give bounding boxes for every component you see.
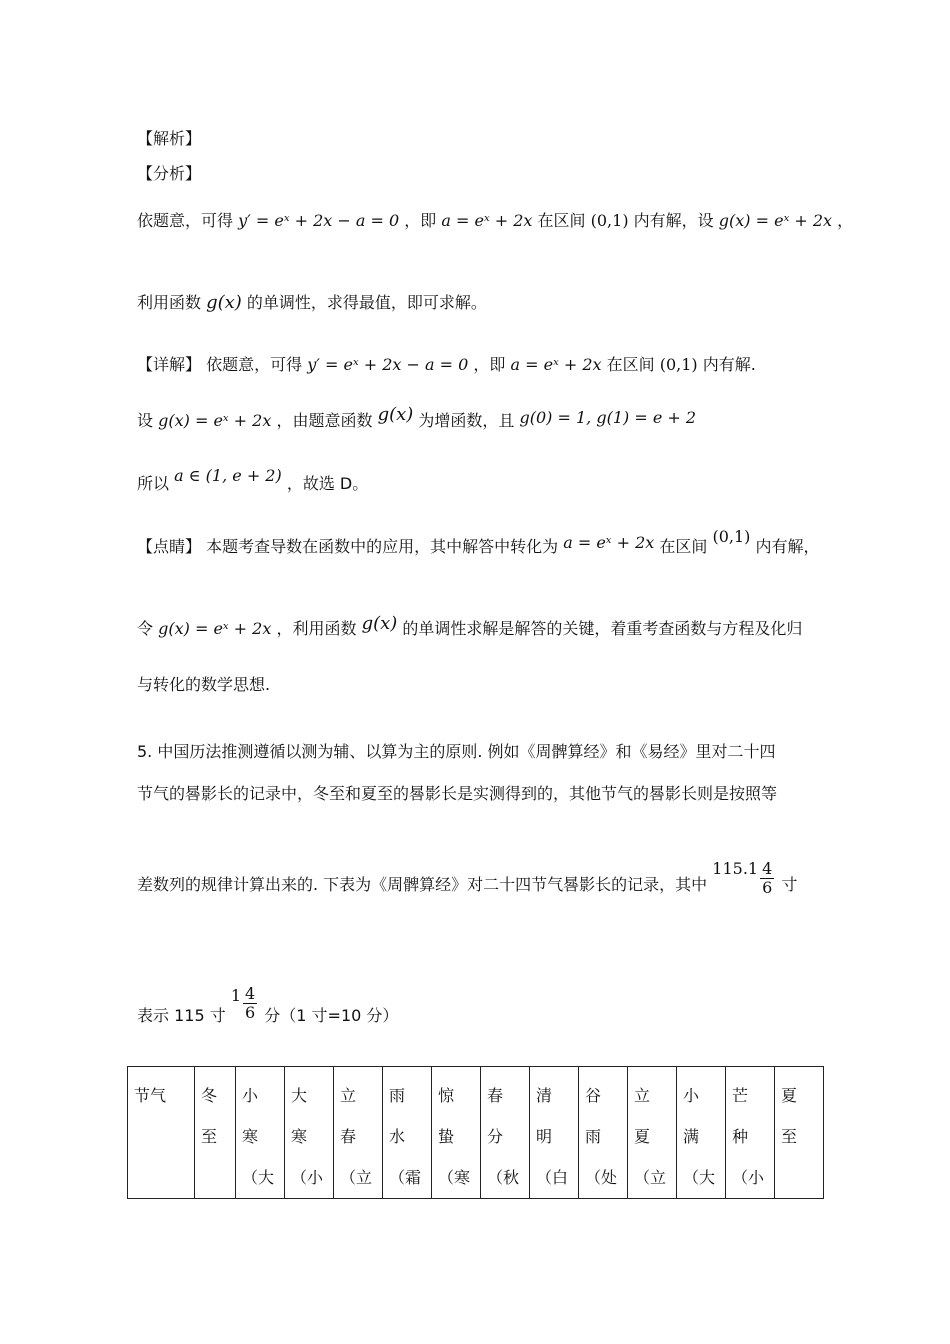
text: 所以 (137, 474, 170, 493)
table-cell (677, 1067, 726, 1199)
cell-char: 寒 (242, 1127, 259, 1146)
cell-char: 寒 (291, 1127, 308, 1146)
text: ，即 (473, 355, 506, 374)
table-cell (579, 1067, 628, 1199)
solar-terms-table (127, 1066, 824, 1199)
cell-char: 立 (340, 1086, 357, 1105)
formula: a = eˣ + 2x (563, 533, 655, 552)
text: ， (837, 211, 854, 230)
dianjing-line-3: 与转化的数学思想. (137, 675, 271, 694)
text: ，故选 D。 (286, 474, 369, 493)
formula: g(x) = eˣ + 2x (718, 211, 833, 230)
cell-char: 分 (487, 1127, 504, 1146)
text: 差数列的规律计算出来的. 下表为《周髀算经》对二十四节气晷影长的记录，其中 (137, 875, 708, 894)
text: 寸 (781, 875, 798, 894)
fraction-numerator: 4 (762, 859, 773, 878)
fraction-numerator: 4 (245, 984, 256, 1003)
cell-char: 春 (340, 1127, 357, 1146)
text: ，由题意函数 (276, 411, 373, 430)
text: 在区间 (537, 211, 586, 230)
table-cell (726, 1067, 775, 1199)
text: 内有解，设 (633, 211, 714, 230)
table-cell (236, 1067, 285, 1199)
formula: y′ = eˣ + 2x − a = 0 (307, 355, 469, 374)
cell-char: （处 (585, 1168, 618, 1187)
text: 令 (137, 619, 154, 638)
table-cell (285, 1067, 334, 1199)
text: ，利用函数 (276, 619, 357, 638)
text: 的单调性求解是解答的关键，着重考查函数与方程及化归 (402, 619, 803, 638)
formula: g(x) (377, 404, 414, 425)
cell-char: 至 (781, 1127, 798, 1146)
fraction (243, 985, 257, 1022)
formula: a = eˣ + 2x (441, 211, 533, 230)
text: 表示 115 寸 (137, 1006, 226, 1025)
fraction-denominator: 6 (762, 878, 773, 897)
cell-char: 满 (683, 1127, 700, 1146)
dianjing-line-2 (137, 613, 803, 640)
text: 本题考查导数在函数中的应用，其中解答中转化为 (206, 537, 559, 556)
text: 依题意，可得 (137, 211, 234, 230)
cell-char: 清 (536, 1086, 553, 1105)
question5-line-2: 节气的晷影长的记录中，冬至和夏至的晷影长是实测得到的，其他节气的晷影长则是按照等 (137, 784, 778, 803)
formula: y′ = eˣ + 2x − a = 0 (238, 211, 400, 230)
cell-char: 冬 (201, 1086, 218, 1105)
formula: g(x) (361, 613, 398, 634)
analysis-heading: 【解析】 (137, 129, 202, 148)
text: 的单调性，求得最值，即可求解。 (246, 293, 487, 312)
formula: (0,1) (659, 355, 698, 374)
fenxi-line-2 (137, 292, 487, 314)
cell-char: （立 (634, 1168, 667, 1187)
question5-line-1: 5. 中国历法推测遵循以测为辅、以算为主的原则. 例如《周髀算经》和《易经》里对二十四 (137, 742, 776, 761)
formula: (0,1) (590, 211, 629, 230)
text: 内有解， (755, 537, 820, 556)
text: 分（1 寸=10 分） (264, 1006, 399, 1025)
text: 依题意，可得 (206, 355, 303, 374)
formula: g(x) = eˣ + 2x (158, 619, 272, 638)
dianjing-heading: 【点睛】 (137, 537, 202, 556)
cell-char: （大 (683, 1168, 716, 1187)
cell-char: 水 (389, 1127, 406, 1146)
table-header-text: 节气 (134, 1086, 167, 1105)
formula: 115.1 (712, 859, 759, 878)
formula: g(0) = 1, g(1) = e + 2 (519, 408, 697, 427)
cell-char: （白 (536, 1168, 569, 1187)
text: 内有解. (702, 355, 756, 374)
cell-char: 夏 (781, 1086, 798, 1105)
formula: a ∈ (1, e + 2) (174, 466, 282, 485)
formula: g(x) = eˣ + 2x (158, 411, 272, 430)
table-header-cell (128, 1067, 195, 1199)
cell-char: 雨 (585, 1127, 602, 1146)
cell-char: 谷 (585, 1086, 602, 1105)
text: 利用函数 (137, 293, 202, 312)
table-cell (481, 1067, 530, 1199)
cell-char: 惊 (438, 1086, 455, 1105)
cell-char: 小 (242, 1086, 259, 1105)
cell-char: （秋 (487, 1168, 520, 1187)
text: 在区间 (606, 355, 655, 374)
table-cell (530, 1067, 579, 1199)
formula: 1 (230, 986, 241, 1005)
xiangjie-heading: 【详解】 (137, 355, 202, 374)
cell-char: 至 (201, 1127, 218, 1146)
cell-char: 夏 (634, 1127, 651, 1146)
fenxi-line-1 (137, 210, 853, 232)
text: 为增函数，且 (418, 411, 515, 430)
text: 在区间 (659, 537, 708, 556)
cell-char: 种 (732, 1127, 749, 1146)
table-cell (383, 1067, 432, 1199)
formula: g(x) (206, 292, 242, 313)
table-cell (334, 1067, 383, 1199)
table-cell (432, 1067, 481, 1199)
fenxi-heading: 【分析】 (137, 164, 202, 183)
cell-char: 芒 (732, 1086, 749, 1105)
cell-char: （寒 (438, 1168, 471, 1187)
table-cell (195, 1067, 236, 1199)
question5-line-4 (137, 983, 398, 1033)
cell-char: 雨 (389, 1086, 406, 1105)
table-row (128, 1067, 824, 1199)
table-cell (628, 1067, 677, 1199)
fraction (760, 860, 774, 897)
fraction-denominator: 6 (245, 1003, 256, 1022)
cell-char: （小 (291, 1168, 324, 1187)
dianjing-line-1 (137, 527, 820, 558)
cell-char: 明 (536, 1127, 553, 1146)
table-cell (775, 1067, 824, 1199)
cell-char: （霜 (389, 1168, 422, 1187)
text: 设 (137, 411, 154, 430)
text: ，即 (404, 211, 437, 230)
cell-char: （大 (242, 1168, 275, 1187)
question5-line-3 (137, 856, 797, 912)
cell-char: 小 (683, 1086, 700, 1105)
cell-char: 春 (487, 1086, 504, 1105)
cell-char: 立 (634, 1086, 651, 1105)
xiangjie-line-3 (137, 466, 369, 495)
cell-char: （立 (340, 1168, 373, 1187)
formula: a = eˣ + 2x (510, 355, 602, 374)
formula: (0,1) (712, 527, 751, 546)
xiangjie-line-1 (137, 354, 756, 376)
cell-char: 大 (291, 1086, 308, 1105)
cell-char: （小 (732, 1168, 765, 1187)
xiangjie-line-2 (137, 404, 697, 432)
cell-char: 蛰 (438, 1127, 455, 1146)
